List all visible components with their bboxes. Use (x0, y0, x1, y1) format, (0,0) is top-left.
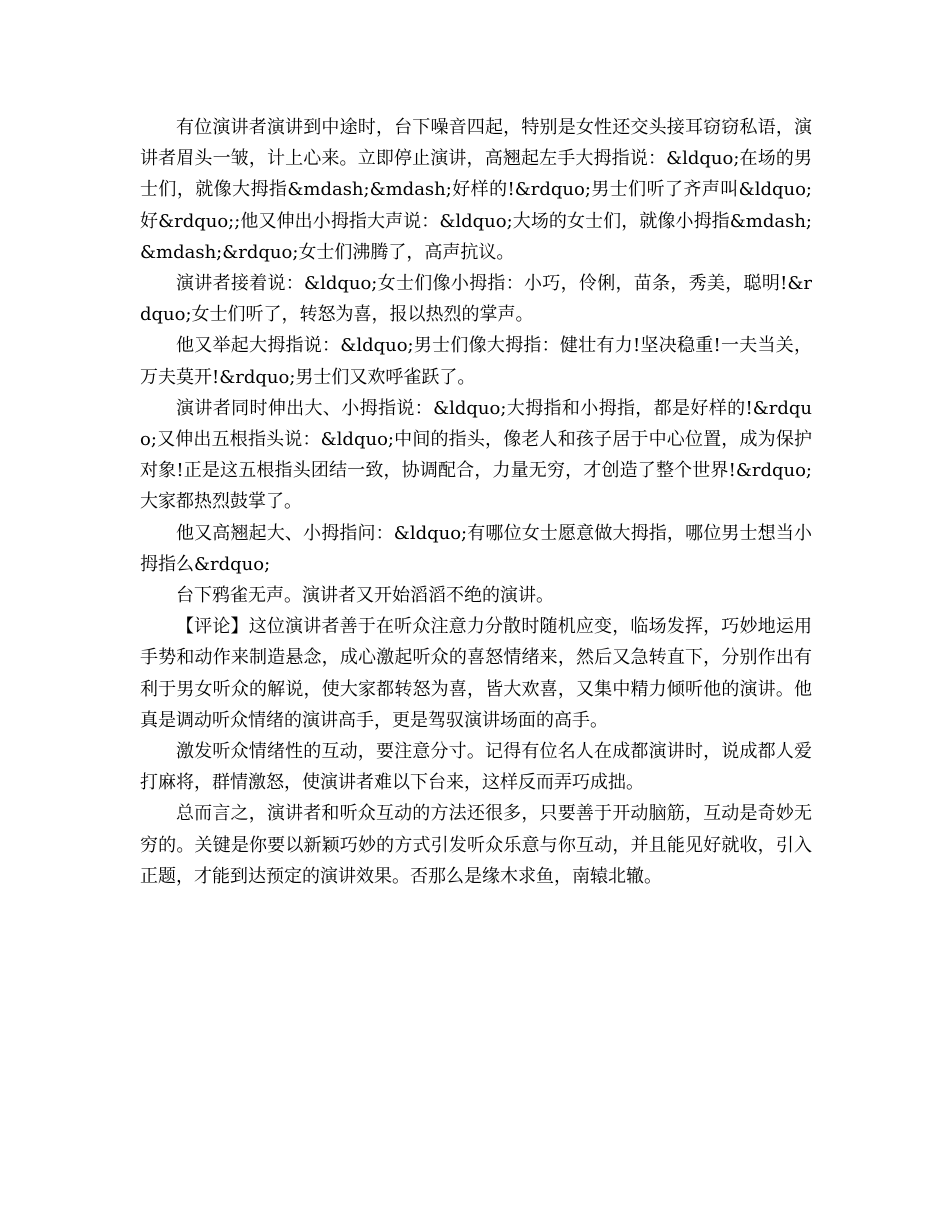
paragraph-2: 演讲者接着说：&ldquo;女士们像小拇指：小巧，伶俐，苗条，秀美，聪明!&rdquo;女士们听了，转怒为喜，报以热烈的掌声。 (140, 273, 812, 326)
document-page (140, 112, 812, 892)
paragraph-1: 有位演讲者演讲到中途时，台下噪音四起，特别是女性还交头接耳窃窃私语，演讲者眉头一皱，计上心来。立即停止演讲，高翘起左手大拇指说：&ldquo;在场的男士们，就像大拇指&mdash;&mdash;好样的!&rdquo;男士们听了齐声叫&ldquo;好&rdquo;;他又伸出小拇指大声说：&ldquo;大场的女士们，就像小拇指&mdash;&mdash;&rdquo;女士们沸腾了，高声抗议。 (140, 117, 812, 263)
paragraph-6: 台下鸦雀无声。演讲者又开始滔滔不绝的演讲。 (176, 585, 554, 607)
paragraph-5: 他又高翘起大、小拇指问：&ldquo;有哪位女士愿意做大拇指，哪位男士想当小拇指么&rdquo; (140, 522, 812, 575)
paragraph-3: 他又举起大拇指说：&ldquo;男士们像大拇指：健壮有力!坚决稳重!一夫当关，万夫莫开!&rdquo;男士们又欢呼雀跃了。 (140, 335, 812, 388)
paragraph-4: 演讲者同时伸出大、小拇指说：&ldquo;大拇指和小拇指，都是好样的!&rdquo;又伸出五根指头说：&ldquo;中间的指头，像老人和孩子居于中心位置，成为保护对象!正是这五根指头团结一致，协调配合，力量无穷，才创造了整个世界!&rdquo;大家都热烈鼓掌了。 (140, 397, 812, 513)
paragraph-8: 激发听众情绪性的互动，要注意分寸。记得有位名人在成都演讲时，说成都人爱打麻将，群情激怒，使演讲者难以下台来，这样反而弄巧成拙。 (140, 741, 812, 794)
paragraph-7-commentary: 【评论】这位演讲者善于在听众注意力分散时随机应变，临场发挥，巧妙地运用手势和动作来制造悬念，成心激起听众的喜怒情绪来，然后又急转直下，分别作出有利于男女听众的解说，使大家都转怒为喜，皆大欢喜，又集中精力倾听他的演讲。他真是调动听众情绪的演讲高手，更是驾驭演讲场面的高手。 (140, 616, 812, 731)
paragraph-9-conclusion: 总而言之，演讲者和听众互动的方法还很多，只要善于开动脑筋，互动是奇妙无穷的。关键是你要以新颖巧妙的方式引发听众乐意与你互动，并且能见好就收，引入正题，才能到达预定的演讲效果。否那么是缘木求鱼，南辕北辙。 (140, 803, 812, 887)
